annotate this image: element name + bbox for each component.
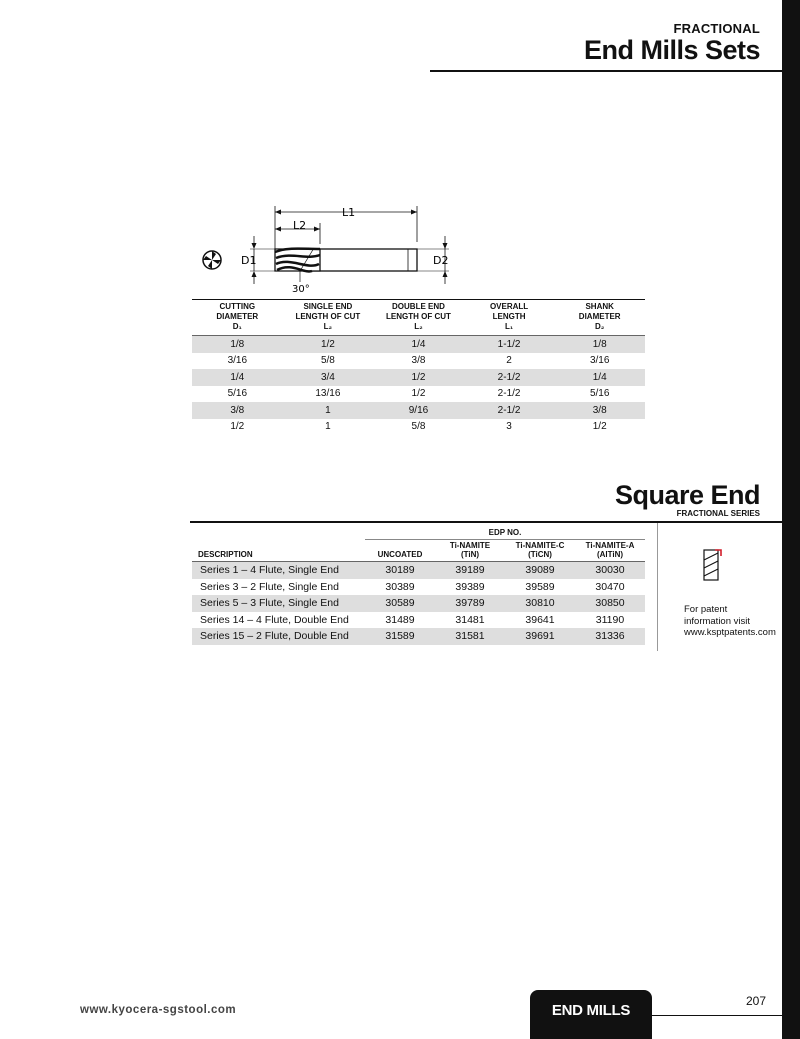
section-kicker: FRACTIONAL xyxy=(673,21,760,36)
dims-header-double-end-loc: DOUBLE END LENGTH OF CUT L₂ xyxy=(373,300,464,336)
patent-note: For patent information visit www.ksptpatents.com xyxy=(684,604,776,638)
title-rule xyxy=(430,70,782,72)
table-row: 3/16 5/8 3/8 2 3/16 xyxy=(227,355,610,367)
dims-header-overall-length: OVERALL LENGTH L₁ xyxy=(464,300,555,336)
right-edge-bar xyxy=(782,0,800,1039)
section-title-square-end: Square End xyxy=(614,480,760,510)
table-row: 1/2 1 5/8 3 1/2 xyxy=(230,421,607,433)
footer-section-tab: END MILLS xyxy=(530,990,652,1039)
page-title: End Mills Sets xyxy=(583,35,760,65)
footer-website-link[interactable]: www.kyocera-sgstool.com xyxy=(80,1004,237,1016)
table-row: 3/8 1 9/16 2-1/2 3/8 xyxy=(192,402,645,419)
svg-text:D2: D2 xyxy=(433,254,449,267)
table-row: Series 5 – 3 Flute, Single End 30589 39789 30810 30850 xyxy=(192,595,645,612)
page-number: 207 xyxy=(746,994,767,1008)
section-rule xyxy=(190,521,782,523)
svg-text:L1: L1 xyxy=(342,206,356,219)
end-view-icon xyxy=(203,251,221,269)
col-header-tinamite-a: Ti-NAMITE-A (AlTiN) xyxy=(575,540,645,562)
col-header-uncoated: UNCOATED xyxy=(365,540,435,562)
table-row: 5/16 13/16 1/2 2-1/2 5/16 xyxy=(227,388,610,400)
edp-header: EDP NO. xyxy=(365,527,645,540)
table-row: 1/4 3/4 1/2 2-1/2 1/4 xyxy=(192,369,645,386)
dims-header-shank-diameter: SHANK DIAMETER D₂ xyxy=(554,300,645,336)
table-row: Series 14 – 4 Flute, Double End 31489 31481 39641 31190 xyxy=(200,613,625,626)
table-row: Series 15 – 2 Flute, Double End 31589 31581 39691 31336 xyxy=(192,628,645,645)
dims-header-row xyxy=(192,300,645,336)
description-header: DESCRIPTION xyxy=(192,540,365,562)
svg-text:30°: 30° xyxy=(292,284,310,295)
end-mill-diagram xyxy=(192,200,467,300)
footer-rule xyxy=(652,1015,782,1016)
table-row: Series 1 – 4 Flute, Single End 30189 39189 39089 30030 xyxy=(192,562,645,579)
dimensions-table xyxy=(192,299,645,435)
col-header-tinamite: Ti-NAMITE (TiN) xyxy=(435,540,505,562)
column-divider xyxy=(657,523,658,651)
dims-header-single-end-loc: SINGLE END LENGTH OF CUT L₂ xyxy=(283,300,374,336)
svg-text:L2: L2 xyxy=(293,219,307,232)
edp-table xyxy=(192,527,645,645)
table-row: Series 3 – 2 Flute, Single End 30389 39389 39589 30470 xyxy=(200,580,625,593)
svg-text:D1: D1 xyxy=(241,254,257,267)
table-row: 1/8 1/2 1/4 1-1/2 1/8 xyxy=(192,336,645,353)
section-subtitle: FRACTIONAL SERIES xyxy=(676,509,760,518)
col-header-tinamite-c: Ti-NAMITE-C (TiCN) xyxy=(505,540,575,562)
dims-header-cutting-diameter: CUTTING DIAMETER D₁ xyxy=(192,300,283,336)
square-end-mill-icon xyxy=(700,546,724,582)
patent-link[interactable]: www.ksptpatents.com xyxy=(684,627,776,638)
